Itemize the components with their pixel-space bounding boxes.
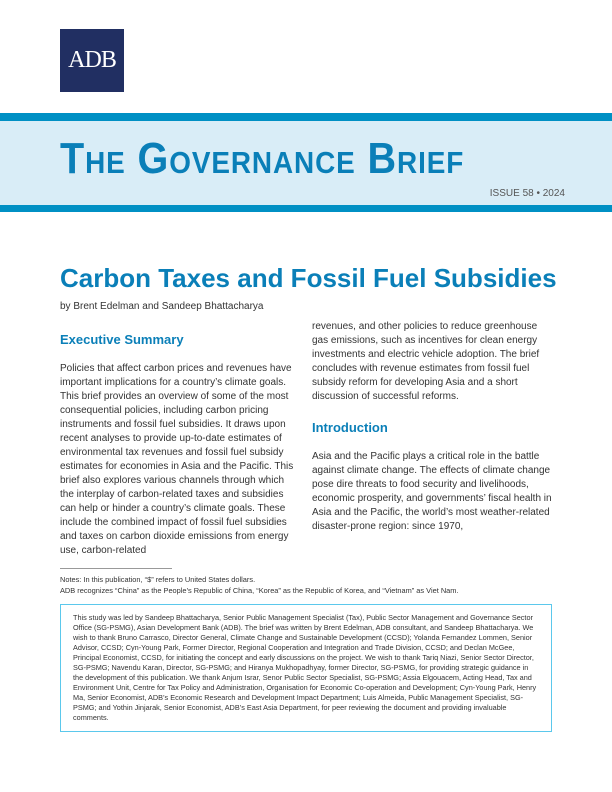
masthead-stripe-top [0,113,612,121]
introduction-heading: Introduction [312,420,388,435]
right-column [312,320,552,534]
note-currency: Notes: In this publication, “$” refers to United States dollars. [60,575,256,584]
body-columns [60,320,552,558]
introduction-text: Asia and the Pacific plays a critical role in the battle against climate change. The effects of climate change pose dire threats to food security and livelihoods, economic prosperity, and governments’ fiscal health in Asia and the Pacific, the world’s most weather-related disaster-prone region: since 1970, [312,451,552,532]
byline: by Brent Edelman and Sandeep Bhattacharya [60,301,264,312]
left-column [60,320,298,558]
issue-label: ISSUE 58 • 2024 [489,188,565,199]
note-country-names: ADB recognizes “China” as the People’s Republic of China, “Korea” as the Republic of Korea, and “Vietnam” as Viet Nam. [60,586,459,595]
exec-summary-text: Policies that affect carbon prices and revenues have important implications for a country’s climate goals. This brief provides an overview of some of the most consequential policies, including carbon pricing instruments and fossil fuel subsidies. It draws upon recent analyses to provide up-to-date estimates of environmental tax revenues and fossil fuel subsidy estimates for economies in Asia and the Pacific. This brief also explores various channels through which the interplay of carbon-related taxes and subsidies can help or hinder a country’s climate goals. These include the combined impact of fossil fuel subsidies and taxes on carbon dioxide emissions from energy use, carbon-related [60,363,294,556]
masthead-title: The Governance Brief [60,134,465,183]
acknowledgment-box: This study was led by Sandeep Bhattacharya, Senior Public Management Specialist (Tax), Public Sector Management and Governance Sector Office (SG-PSMG), Asian Development Bank (ADB). The brief was written by Brent Edelman, ADB consultant, and Sandeep Bhattacharya. We wish to thank Bruno Carrasco, Director General, Climate Change and Sustainable Development (CCSD); Yolanda Fernandez Lommen, Senior Advisor, CCSD; Cyn-Young Park, Former Director, Regional Cooperation and Integration and Trade Division, CCSD; and Declan McGee, Principal Economist, CCSD, for initiating the concept and early discussions on the project. We wish to thank Tariq Niazi, Senior Sector Director, SG-PSMG; Navendu Karan, Director, SG-PSMG; and Hiranya Mukhopadhyay, former Director, SG-PSMG, for providing strategic guidance in the development of this publication. We thank Anjum Israr, Senor Public Sector Specialist, SG-PSMG; Assia Elgouacem, Acting Head, Tax and Environment Unit, Centre for Tax Policy and Administration, Organisation for Economic Co-operation and Development; Cyn-Young Park, Henry Ma, Senior Economist, ADB’s Economic Research and Development Impact Department; Luis Almeida, Public Management Specialist, SG-PSMG; and Yothin Jinjarak, Senior Economist, ADB’s East Asia Department, for peer reviewing the document and providing invaluable comments. [60,604,552,732]
notes [60,574,552,596]
masthead-stripe-bottom [0,205,612,212]
article-title: Carbon Taxes and Fossil Fuel Subsidies [60,263,557,293]
lower-content [60,320,552,732]
notes-divider [60,568,172,569]
exec-summary-text-cont: revenues, and other policies to reduce greenhouse gas emissions, such as incentives for clean energy investments and electric vehicle adoption. The brief concludes with revenue estimates from fossil fuel subsidy reform for developing Asia and a short discussion of successful reforms. [312,321,540,402]
exec-summary-heading: Executive Summary [60,332,184,347]
adb-logo: ADB [60,29,124,92]
